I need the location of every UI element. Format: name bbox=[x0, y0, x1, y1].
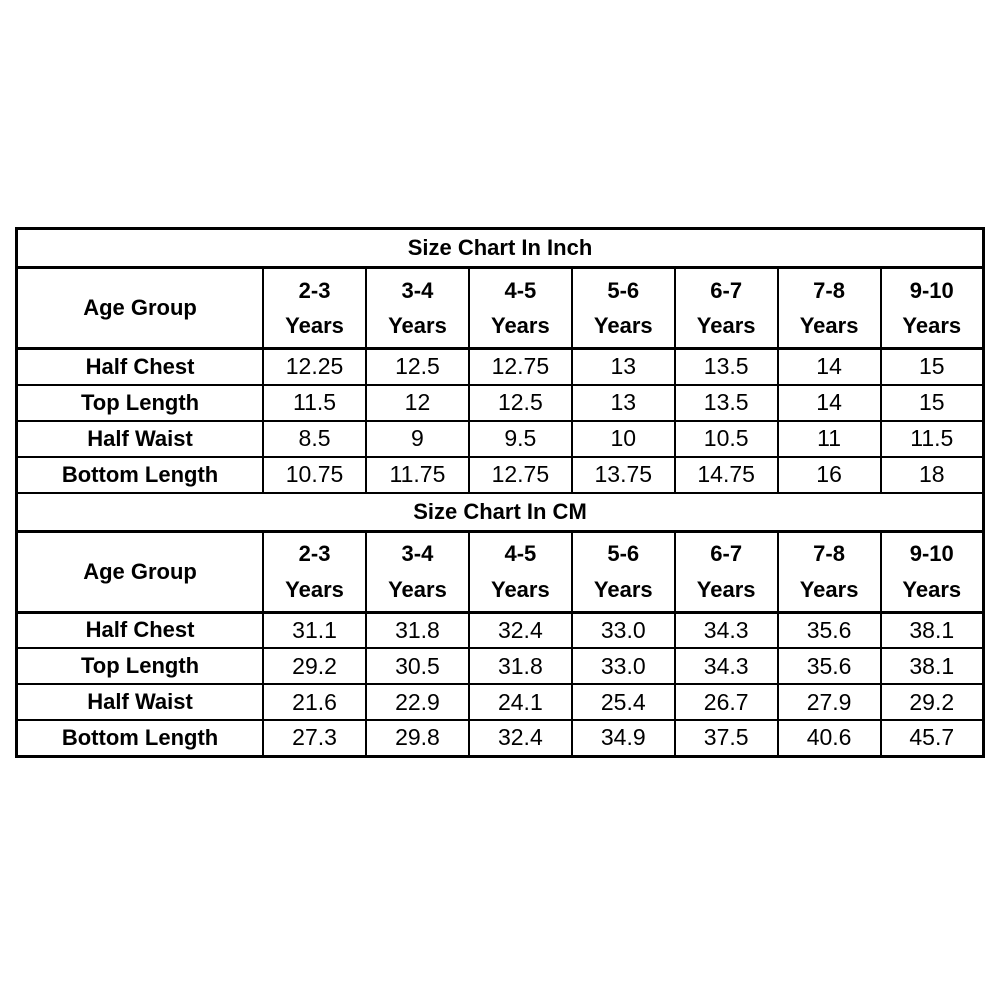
value-cell: 12.5 bbox=[469, 385, 572, 421]
value-cell: 14 bbox=[778, 349, 881, 385]
value-cell: 34.3 bbox=[675, 648, 778, 684]
column-header-line: Years bbox=[388, 313, 447, 338]
column-header bbox=[881, 268, 984, 349]
value-cell: 37.5 bbox=[675, 720, 778, 756]
column-header-line: Years bbox=[490, 313, 550, 338]
row-label: Bottom Length bbox=[17, 720, 264, 756]
row-label: Half Chest bbox=[17, 349, 264, 385]
column-header bbox=[572, 268, 675, 349]
value-cell: 29.8 bbox=[366, 720, 469, 756]
value-cell: 31.8 bbox=[366, 612, 469, 648]
section-title-row bbox=[17, 229, 984, 268]
row-label: Top Length bbox=[17, 385, 264, 421]
age-group-header: Age Group bbox=[17, 531, 264, 612]
column-header bbox=[675, 531, 778, 612]
table-row bbox=[17, 612, 984, 648]
column-header-line: 5-6 bbox=[607, 541, 640, 567]
value-cell: 33.0 bbox=[572, 648, 675, 684]
value-cell: 29.2 bbox=[881, 684, 984, 720]
value-cell: 38.1 bbox=[881, 648, 984, 684]
value-cell: 11 bbox=[778, 421, 881, 457]
value-cell: 9 bbox=[366, 421, 469, 457]
column-header-line: Years bbox=[799, 576, 859, 602]
column-header-line: Years bbox=[285, 576, 344, 602]
row-label: Top Length bbox=[17, 648, 264, 684]
value-cell: 13.5 bbox=[675, 385, 778, 421]
column-header-line: 7-8 bbox=[813, 277, 845, 303]
column-header-line: 9-10 bbox=[909, 541, 954, 567]
column-header-line: Years bbox=[696, 313, 756, 338]
value-cell: 14.75 bbox=[675, 457, 778, 493]
value-cell: 27.3 bbox=[263, 720, 366, 756]
column-header bbox=[572, 531, 675, 612]
value-cell: 34.9 bbox=[572, 720, 675, 756]
value-cell: 8.5 bbox=[263, 421, 366, 457]
value-cell: 35.6 bbox=[778, 612, 881, 648]
section-title-row bbox=[17, 493, 984, 532]
column-header-line: 2-3 bbox=[298, 541, 331, 567]
value-cell: 11.75 bbox=[366, 457, 469, 493]
column-header-line: Years bbox=[799, 313, 859, 338]
value-cell: 10.75 bbox=[263, 457, 366, 493]
column-header bbox=[469, 268, 572, 349]
value-cell: 12.25 bbox=[263, 349, 366, 385]
value-cell: 32.4 bbox=[469, 612, 572, 648]
header-row bbox=[17, 531, 984, 612]
size-chart-tables bbox=[15, 227, 985, 758]
column-header-line: Years bbox=[696, 576, 756, 602]
column-header-line: 3-4 bbox=[401, 277, 434, 303]
size-chart-table bbox=[15, 227, 985, 758]
column-header-line: Years bbox=[285, 313, 344, 338]
value-cell: 12.75 bbox=[469, 457, 572, 493]
value-cell: 12.5 bbox=[366, 349, 469, 385]
column-header bbox=[881, 531, 984, 612]
value-cell: 10.5 bbox=[675, 421, 778, 457]
column-header-line: Years bbox=[490, 576, 550, 602]
row-label: Half Waist bbox=[17, 421, 264, 457]
value-cell: 10 bbox=[572, 421, 675, 457]
table-row bbox=[17, 720, 984, 756]
value-cell: 40.6 bbox=[778, 720, 881, 756]
column-header-line: 3-4 bbox=[401, 541, 434, 567]
value-cell: 11.5 bbox=[881, 421, 984, 457]
table-row bbox=[17, 385, 984, 421]
value-cell: 27.9 bbox=[778, 684, 881, 720]
value-cell: 12 bbox=[366, 385, 469, 421]
column-header-line: 6-7 bbox=[710, 541, 743, 567]
table-row bbox=[17, 421, 984, 457]
value-cell: 26.7 bbox=[675, 684, 778, 720]
value-cell: 13 bbox=[572, 349, 675, 385]
header-row bbox=[17, 268, 984, 349]
value-cell: 33.0 bbox=[572, 612, 675, 648]
value-cell: 29.2 bbox=[263, 648, 366, 684]
column-header-line: 9-10 bbox=[909, 277, 954, 303]
column-header bbox=[366, 531, 469, 612]
value-cell: 31.1 bbox=[263, 612, 366, 648]
value-cell: 12.75 bbox=[469, 349, 572, 385]
value-cell: 13.5 bbox=[675, 349, 778, 385]
value-cell: 13 bbox=[572, 385, 675, 421]
column-header-line: Years bbox=[902, 576, 962, 602]
value-cell: 13.75 bbox=[572, 457, 675, 493]
value-cell: 22.9 bbox=[366, 684, 469, 720]
value-cell: 14 bbox=[778, 385, 881, 421]
value-cell: 35.6 bbox=[778, 648, 881, 684]
column-header-line: Years bbox=[388, 576, 447, 602]
value-cell: 31.8 bbox=[469, 648, 572, 684]
column-header bbox=[778, 268, 881, 349]
table-row bbox=[17, 684, 984, 720]
column-header-line: 2-3 bbox=[298, 277, 331, 303]
column-header bbox=[675, 268, 778, 349]
value-cell: 24.1 bbox=[469, 684, 572, 720]
column-header bbox=[778, 531, 881, 612]
table-row bbox=[17, 349, 984, 385]
column-header-line: Years bbox=[593, 576, 653, 602]
column-header-line: 5-6 bbox=[607, 277, 640, 303]
value-cell: 38.1 bbox=[881, 612, 984, 648]
row-label: Half Waist bbox=[17, 684, 264, 720]
table-row bbox=[17, 457, 984, 493]
column-header-line: 4-5 bbox=[504, 277, 537, 303]
value-cell: 15 bbox=[881, 385, 984, 421]
value-cell: 25.4 bbox=[572, 684, 675, 720]
value-cell: 15 bbox=[881, 349, 984, 385]
column-header-line: 6-7 bbox=[710, 277, 743, 303]
column-header-line: 7-8 bbox=[813, 541, 845, 567]
age-group-header: Age Group bbox=[17, 268, 264, 349]
value-cell: 34.3 bbox=[675, 612, 778, 648]
row-label: Half Chest bbox=[17, 612, 264, 648]
value-cell: 9.5 bbox=[469, 421, 572, 457]
row-label: Bottom Length bbox=[17, 457, 264, 493]
column-header-line: Years bbox=[902, 313, 962, 338]
column-header-line: 4-5 bbox=[504, 541, 537, 567]
column-header-line: Years bbox=[593, 313, 653, 338]
value-cell: 11.5 bbox=[263, 385, 366, 421]
value-cell: 32.4 bbox=[469, 720, 572, 756]
table-row bbox=[17, 648, 984, 684]
section-title: Size Chart In Inch bbox=[17, 229, 984, 268]
column-header bbox=[263, 268, 366, 349]
section-title: Size Chart In CM bbox=[17, 493, 984, 532]
column-header bbox=[366, 268, 469, 349]
value-cell: 30.5 bbox=[366, 648, 469, 684]
value-cell: 21.6 bbox=[263, 684, 366, 720]
value-cell: 45.7 bbox=[881, 720, 984, 756]
value-cell: 18 bbox=[881, 457, 984, 493]
value-cell: 16 bbox=[778, 457, 881, 493]
column-header bbox=[263, 531, 366, 612]
column-header bbox=[469, 531, 572, 612]
